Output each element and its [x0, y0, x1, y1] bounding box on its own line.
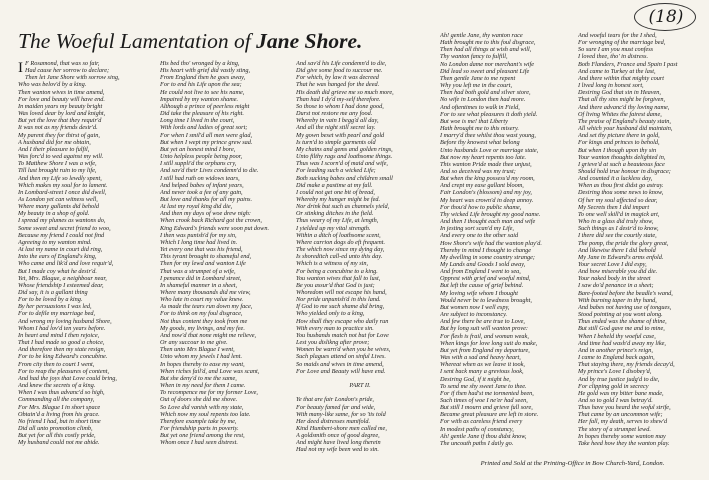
verse-line: In hopes thereby to ease my want, — [160, 360, 245, 368]
verse-line: And time had wash'd away my like, — [578, 339, 666, 347]
verse-line: My prince's Love I disobey'd, — [578, 368, 652, 376]
verse-line: When in my need for them I came. — [160, 382, 246, 390]
verse-line: But yet the love that they requir'd — [18, 117, 102, 125]
verse-line: Such times of woe I ne'er had seen, — [440, 396, 528, 404]
verse-line: Unto filthy rags and loathsome things. — [296, 153, 393, 161]
verse-line: For love and beauty will have end. — [18, 95, 105, 103]
verse-line: When crook back Richard got the crown, — [160, 217, 262, 225]
verse-line: So sure I am you must confess — [578, 46, 654, 54]
verse-line: For to be king Edward's concubine. — [18, 353, 108, 361]
verse-line: And babes not having use of tongues, — [578, 303, 672, 311]
verse-line: Is turn'd to simple garments old — [296, 138, 376, 146]
title-prefix: The Woeful Lamentation of — [18, 29, 257, 53]
verse-line: I still suppli'd the orphans cry, — [160, 160, 237, 168]
verse-line: Or stinking ditches in the field. — [296, 210, 374, 218]
verse-line: And from England I went to sea, — [440, 268, 521, 276]
verse-line: Not thus content they took from me — [160, 317, 248, 325]
verse-line: And likewise there I did behold — [578, 246, 656, 254]
verse-line: He could not live to see his name, — [160, 88, 245, 96]
text-column-3 — [296, 60, 424, 474]
verse-line: In jesting sort scan'd my Life, — [440, 225, 514, 233]
verse-line: My husband could not me abide. — [18, 439, 100, 447]
verse-line: And all the night still secret lay. — [296, 124, 376, 132]
verse-line: In modest paths of constancy, — [440, 425, 514, 433]
verse-line: And came to Turkey at the last, — [578, 67, 656, 75]
verse-line: I loved thee, tho' in distress. — [578, 53, 649, 61]
verse-line: When as thou first didst go astray. — [578, 182, 664, 190]
verse-line: The story of a strumpet lewd. — [578, 425, 651, 433]
verse-line: But yet an honest mind I bore, — [160, 145, 236, 153]
verse-line: I sent back many a grevious look, — [440, 368, 524, 376]
verse-line: For being a concubine to a king. — [296, 267, 378, 275]
verse-line: By her persuasions I was led, — [18, 303, 92, 311]
text-column-1 — [18, 60, 150, 474]
verse-line: In shameful manner in a sheet, — [160, 281, 238, 289]
verse-line: Impaired by my wanton shame. — [160, 95, 239, 103]
verse-line: Ye that are fair London's pride, — [296, 396, 374, 404]
verse-line: But by long suit will wanton prove: — [440, 325, 528, 333]
verse-line: But still God gave me and to mine, — [578, 325, 665, 333]
verse-line: Because my friend I could not find — [18, 231, 105, 239]
verse-line: So maids and wives in time amend, — [296, 360, 384, 368]
verse-line: For beauty famed far and wide, — [296, 403, 376, 411]
verse-line: From England then he goes away, — [160, 74, 246, 82]
verse-line: Take heed how they the wanton play. — [578, 439, 670, 447]
verse-line: And few there be are true to Love, — [440, 318, 525, 326]
verse-line: His bed tho' wronged by a king, — [160, 60, 240, 67]
verse-line: Unto whom my jewels I had lent. — [160, 353, 243, 361]
verse-line: But yet one friend among the rest, — [160, 432, 245, 440]
verse-line: For to defile my marriage bed, — [18, 310, 96, 318]
verse-line: Which I long time had lived in. — [160, 238, 238, 246]
drop-cap: I — [18, 60, 23, 76]
verse-line: I grieve'd at such a beauteous face — [578, 160, 665, 168]
verse-line: Then wanton wives in time amend, — [18, 88, 105, 96]
verse-line: All which your husband did maintain, — [578, 125, 673, 133]
verse-line: Are subject to inconstancy. — [440, 311, 508, 319]
verse-line: I penance did in Lombard street, — [160, 274, 242, 282]
verse-line: And wrong my loving husband Shore, — [18, 317, 112, 325]
verse-line: My parent they for thirst of gain, — [18, 131, 100, 139]
verse-line: Stood pointing at you wont along. — [578, 311, 663, 319]
verse-line: Did lead so sweet and pleasant Life — [440, 67, 530, 75]
verse-line: His heart with grief did vastly sting, — [160, 67, 251, 75]
verse-line — [296, 389, 424, 396]
verse-line: But now my heart repents too late. — [440, 153, 527, 161]
part-heading: PART II. — [349, 382, 371, 390]
verse-line: Hath brought me to this misery. — [440, 125, 519, 133]
verse-line: You wanton wives that fall to lust, — [296, 274, 381, 282]
verse-line: Where many gallants did behold — [18, 203, 100, 211]
verse-line: Unto helpless people being poor, — [160, 153, 243, 161]
verse-line: But when I though upon thy sin — [578, 146, 657, 154]
verse-line: But when the king possess'd my room, — [440, 175, 535, 183]
verse-line: Thy wanton fancy to fulfill, — [440, 53, 508, 61]
verse-line: My Lands and Goods I sold away, — [440, 261, 526, 268]
verse-line: But woe is me! that Liberty — [440, 117, 508, 125]
verse-line: Where carrion dogs do eft frequent. — [296, 238, 386, 246]
verse-line: Whom once I had seen distrest. — [160, 439, 238, 447]
verse-line: That he was hanged for the deed. — [296, 81, 380, 89]
verse-line: And there within that mighty court — [578, 74, 665, 82]
verse-line: My dwelling in some country strange; — [440, 253, 535, 261]
verse-line: For thou'd how to public shame, — [440, 203, 522, 211]
verse-line: But still I mourn and grieve full sore, — [440, 404, 533, 412]
verse-line: Whereby my hunger might be fed. — [296, 195, 381, 203]
verse-line: F Rosamond, that was so fair, — [25, 60, 100, 67]
verse-line: Or any succour to me give. — [160, 339, 228, 347]
verse-line: No wife in London then had more. — [440, 96, 526, 104]
verse-line: From city then to court I went, — [18, 360, 95, 368]
verse-line: Had cause her sorrow to declare; — [25, 67, 110, 75]
verse-line: Commanding all the company, — [18, 396, 95, 404]
verse-line: This tyrant brought to shameful end, — [160, 253, 252, 261]
verse-line: When riches fail'd, and Love was scant, — [160, 367, 260, 375]
imprint-line: Printed and Sold at the Printing-Office in Bow Church-Yard, London. — [480, 460, 665, 467]
verse-line: But yet from England my departure, — [440, 346, 530, 354]
verse-line: And by true justice judg'd to die, — [578, 375, 660, 383]
verse-line: Nor pride unpunish'd in this land. — [296, 296, 381, 304]
text-column-5 — [578, 32, 706, 472]
verse-line: That all thy sins might be forgiven, — [578, 96, 666, 104]
verse-line: Which now my soul repents too late. — [160, 410, 251, 418]
verse-line: And set thy picture there in gold, — [578, 132, 660, 140]
verse-line: Her deed distresses manifold. — [296, 417, 371, 425]
verse-line: But love and thanks for all my pains. — [160, 195, 253, 203]
verse-line: When kings for love long suit do make, — [440, 339, 538, 347]
verse-line: Opprest with grief and woeful mind, — [440, 275, 531, 283]
verse-line: This wanton Pride made thee unjust, — [440, 160, 532, 168]
verse-line — [296, 375, 424, 382]
verse-line: And therefore then my state resign, — [18, 346, 106, 354]
verse-line: Than had I dy'd my-self therefore. — [296, 95, 381, 103]
verse-line: I marry'd thee whilst thou wast young, — [440, 132, 536, 140]
verse-line: Before thy knowest what belong — [440, 139, 520, 147]
verse-line: Would never be to lewdness brought, — [440, 296, 532, 304]
verse-line: Then let Jane Shore with sorrow sing, — [25, 74, 120, 82]
verse-line: No friend I had, but in short time — [18, 417, 101, 425]
verse-line: With many-like same, for so 'tis told — [296, 410, 386, 418]
verse-line: And sav'd his Life condemn'd to die, — [296, 60, 387, 67]
verse-line: A goldsmith once of good degree, — [296, 432, 380, 440]
verse-line: With every man to practice sin. — [296, 324, 374, 332]
verse-line: My beauty in a shop of gold. — [18, 210, 90, 218]
verse-line: Whoredom will not escape his hand, — [296, 289, 387, 296]
verse-line: The uncouth paths I daily go. — [440, 439, 514, 447]
verse-line: Did give some food to succour me. — [296, 67, 383, 75]
title-subject: Jane Shore. — [256, 29, 363, 53]
verse-line: Long time I lived in the court, — [160, 117, 235, 125]
verse-line: Both Flanders, France and Spain I past — [578, 60, 678, 68]
verse-line: Who late in court my value knew. — [160, 296, 244, 304]
verse-line: But I made coy what he desir'd. — [18, 267, 97, 275]
verse-line: And had the joys that Love could bring, — [18, 374, 117, 382]
verse-line: I still had ruth on widows tears, — [160, 174, 240, 182]
verse-line: Then had all things at wish and will, — [440, 46, 532, 54]
verse-line: Did make a pastime at my fall. — [296, 181, 373, 189]
verse-line: Thus weary of my Life, at length, — [296, 217, 379, 225]
verse-line: Out of doors she did me shove. — [160, 396, 238, 404]
verse-line: Lest you dislikng after prove; — [296, 339, 370, 347]
verse-line: Was with a sad and heavy heart, — [440, 354, 521, 362]
verse-line: Then gentle Jane to me repent — [440, 74, 516, 82]
verse-line: Yet every one that was his friend, — [160, 246, 243, 254]
verse-line: Thereby in mind I thought to change — [440, 246, 532, 254]
verse-line: For Love and Beauty will have end. — [296, 367, 386, 375]
verse-line: Thus ended was the shame of thine, — [578, 318, 667, 326]
page-number: (18) — [636, 6, 696, 28]
verse-line: Such things as I desir'd to know, — [578, 225, 659, 233]
verse-line: The which now since my dying day, — [296, 246, 385, 254]
verse-line: Did all unto promotion climb, — [18, 424, 93, 432]
verse-line: Women be warn'd when you be wives, — [296, 346, 391, 354]
verse-line: But women now I well espy, — [440, 303, 510, 311]
text-column-2 — [160, 60, 290, 474]
verse-line: Yet, Mrs. Blague, a neighbour near, — [18, 274, 107, 282]
verse-line: Was loved dear by lord and knight, — [18, 110, 106, 118]
verse-line: Your secret Love I did espy, — [578, 261, 647, 268]
verse-line: Your naked body in the street — [578, 275, 651, 283]
verse-line: I spread my plumes as wantons do, — [18, 217, 106, 225]
verse-line: Till lust brought ruin to my life, — [18, 167, 97, 175]
verse-line: And counted it a luckless day, — [578, 175, 653, 183]
verse-line: If God to me such shame did bring, — [296, 303, 385, 311]
verse-line: To send me shy sweet Jane to thee. — [440, 382, 527, 390]
verse-line: For when I smil'd all men were glad, — [160, 131, 253, 139]
verse-line: Whereby in vain I begg'd all day, — [296, 117, 379, 125]
verse-line: My Secrets then I did impart — [578, 203, 650, 211]
verse-line: Desiring God that sin in Heaven, — [578, 89, 661, 97]
verse-line: Became great pleasure are left in store. — [440, 411, 539, 419]
verse-line: Why you left me in the court, — [440, 82, 513, 90]
verse-line: In Lombard-street I once did dwell, — [18, 188, 107, 196]
verse-line: Where many thousands did me view, — [160, 289, 251, 296]
verse-line: As made the tears run down my face, — [160, 303, 253, 311]
verse-line: Desiring God, if it might be, — [440, 375, 511, 383]
verse-line: Some sweet and secret friend to woo, — [18, 224, 111, 232]
verse-line: Unto husbands Love or marriage state, — [440, 146, 539, 154]
verse-line: But yet for all this costly pride, — [18, 432, 96, 440]
verse-line: And so to gold I was betray'd. — [578, 396, 653, 404]
verse-line: That I had made so good a choice, — [18, 339, 105, 347]
verse-line: Was forc'd to wed against my will. — [18, 153, 104, 161]
verse-line: And there advanc'd thy loving name, — [578, 103, 670, 111]
verse-line: Durst not restore me any food. — [296, 110, 373, 118]
verse-line: For to see what pleasures it doth yield. — [440, 110, 538, 118]
verse-line: In heart and mind I then rejoice, — [18, 331, 100, 339]
verse-line: When I beheld thy woeful case, — [578, 332, 656, 340]
verse-line: Had not my wife been wed to sin. — [296, 446, 379, 454]
verse-line: Obtain'd a living from his grace. — [18, 410, 100, 418]
verse-line: To recompence me for my former Love, — [160, 389, 258, 397]
verse-line: And might have lived long therein — [296, 439, 381, 447]
verse-line: That was a strumpet of a wife, — [160, 267, 236, 275]
verse-line: How Shore's wife had the wanton play'd. — [440, 239, 542, 247]
verse-line: Who in a glass did truly show, — [578, 218, 654, 226]
verse-line: Hath brought me to this foul disgrace, — [440, 39, 536, 47]
verse-line: Which is a witness of my sin, — [296, 260, 369, 268]
verse-line: For Mrs. Blague I in short space — [18, 403, 101, 411]
verse-line: Thus was I scorn'd of maid and wife, — [296, 160, 388, 168]
verse-line: So Love did vanish with my state, — [160, 403, 244, 411]
verse-line: So those to whom I had done good, — [296, 102, 384, 110]
verse-line: In maiden years my beauty bright — [18, 102, 103, 110]
verse-line: For if then had'st me tormented been, — [440, 389, 534, 397]
verse-line: For leading such a wicked Life; — [296, 167, 376, 175]
verse-line: For with as careless friend every — [440, 418, 523, 426]
verse-line: In hopes thereby some wanton may — [578, 432, 666, 440]
verse-line: And oftentimes to walk in Field, — [440, 103, 520, 111]
verse-line: My chains and gems and golden rings, — [296, 145, 393, 153]
verse-line: For flesh is frail, and woman weak, — [440, 332, 529, 340]
verse-line: And now'd that none might me relieve, — [160, 331, 257, 339]
verse-line: For clipping gold in secrecy — [578, 382, 649, 390]
verse-line: Such plagues attend on sinful Lives. — [296, 353, 386, 361]
verse-line: No London dame nor merchant's wife — [440, 60, 534, 68]
verse-line: How shall they escape who daily run — [296, 317, 389, 325]
text-column-4 — [440, 32, 568, 472]
verse-line: With lords and ladies of great sort; — [160, 124, 248, 132]
page-title — [18, 28, 418, 54]
verse-line: I lived long in honest sort, — [578, 82, 644, 90]
verse-line: Did say, it is a gallant thing — [18, 289, 88, 296]
verse-line: To one well skill'd in magick art, — [578, 210, 660, 218]
verse-line: And then my days of woe drew nigh: — [160, 210, 251, 218]
verse-line: My Jane in Edward's arms enfold. — [578, 253, 664, 261]
verse-line: Ah! gentle Jane if thou didst know, — [440, 432, 527, 440]
verse-line: And I their pleasure to fulfil, — [18, 145, 90, 153]
verse-line: That staying there, my friends decay'd, — [578, 361, 675, 369]
verse-line: I then was punish'd for my sin, — [160, 231, 237, 239]
verse-line: Then unto Mrs Blague I went, — [160, 346, 235, 354]
verse-line: For to reap the pleasures of content, — [18, 367, 110, 375]
verse-line: Thy wicked Life brought my good name. — [440, 210, 541, 218]
verse-line: And in another prince's reign, — [578, 346, 653, 354]
verse-line: It was not as my friends desir'd. — [18, 124, 98, 132]
verse-line: To Matthew Shore I was a wife, — [18, 160, 97, 168]
verse-line: Who yielded only to a king, — [296, 310, 365, 318]
verse-line: Did take the pleasure of his right. — [160, 110, 244, 118]
verse-line: My goods, my livings, and my fee. — [160, 324, 245, 332]
verse-line: The pomp, the pride the glory great, — [578, 239, 669, 247]
verse-line: And so deceived was my trust; — [440, 167, 516, 175]
verse-line: Nor drink but such as channels yield, — [296, 203, 390, 211]
verse-line: King Edward's friends were soon put down. — [160, 224, 270, 232]
verse-line: He gold was my bitter bane made, — [578, 389, 664, 397]
verse-line: Within a ditch of loathsome scent, — [296, 231, 381, 239]
verse-line: But when I wept my prince grew sad. — [160, 138, 253, 146]
verse-line: Be you assur'd that God is just; — [296, 281, 375, 289]
verse-line: Who was belov'd by a king. — [18, 81, 87, 89]
verse-line: I came to England back again, — [578, 354, 655, 362]
verse-line: Who came and lik'd and love requir'd, — [18, 260, 114, 268]
verse-line: At last my royal king did die, — [160, 203, 233, 211]
verse-line: At last my name in court did ring, — [18, 246, 103, 254]
verse-line: My gown beset with pearl and gold — [296, 131, 385, 139]
verse-line: And crept my ease gallant bloom, — [440, 182, 524, 190]
verse-line: Bare-footed before the beadle's wand, — [578, 289, 673, 297]
verse-line: Then for my lewd and wanton Life — [160, 260, 246, 268]
verse-line: And knew the secrets of a king. — [18, 382, 96, 390]
verse-line: And every one to the other said — [440, 232, 519, 240]
verse-line: For which, by law it was decreed — [296, 74, 379, 82]
verse-line: My loving wife whom I thought — [440, 289, 518, 297]
verse-line: I there did see the courtly state, — [578, 232, 657, 240]
verse-line: As London yet can witness well, — [18, 195, 98, 203]
verse-line: For to be loved by a king. — [18, 296, 83, 304]
verse-line: His death did grieve me so much more, — [296, 88, 394, 96]
verse-line: Your wanton thoughts delighted in, — [578, 153, 666, 161]
verse-line: And how miserable you did die. — [578, 268, 658, 276]
verse-line: A husband did for me obtain, — [18, 138, 91, 146]
verse-line: Of her my soul affected so dear, — [578, 196, 658, 204]
verse-line: Whom I had lov'd ten years before. — [18, 324, 106, 332]
verse-line: Of living Whites the fairest dame, — [578, 110, 662, 118]
verse-line: And helped babes of infant years, — [160, 181, 244, 189]
verse-line: Whereat when as we leave it took, — [440, 361, 525, 369]
verse-line: Both sucking babes and children small — [296, 174, 393, 182]
verse-line: But left the cause of grief behind. — [440, 282, 524, 290]
verse-line: Her fall, my death, serves to shew'd — [578, 418, 668, 426]
verse-line: Whose friendship I esteemed dear, — [18, 281, 104, 289]
verse-line: I yielded up my vital strength. — [296, 224, 371, 232]
verse-line: That came by an uncommon wife; — [578, 411, 663, 419]
verse-line: Desiring thou some news to know, — [578, 189, 664, 197]
verse-line: Fair London's (blossom) and my joy, — [440, 189, 532, 197]
verse-line: And sav'd their Lives condemn'd to die. — [160, 167, 259, 175]
verse-line: Although a prince of peerless might — [160, 102, 250, 110]
verse-line: Thus have you heard the woful strife, — [578, 404, 671, 412]
verse-line: And woeful tears for the I shed, — [578, 32, 657, 39]
verse-line: Therefore example take by me, — [160, 417, 237, 425]
verse-line: I saw do'd penance in a sheet; — [578, 282, 654, 290]
verse-line: Then had both gold and silver store, — [440, 89, 531, 97]
verse-line: My heart was crown'd in deep annoy. — [440, 196, 534, 204]
verse-line: For friendship parts in poverty. — [160, 424, 239, 432]
verse-line: For to end his Life upon the sea; — [160, 81, 242, 89]
verse-line: The praise of England's beauty stain, — [578, 117, 671, 125]
verse-line: For kings and princes to behold, — [578, 139, 660, 147]
verse-line: Should hold true honour in disgrace; — [578, 167, 671, 175]
verse-line: I could not get one bit of bread, — [296, 188, 375, 196]
verse-line: And then my Life so lewdly spent, — [18, 174, 102, 182]
verse-line: Ah! gentle Jane, thy wanton race — [440, 32, 523, 39]
verse-line: For to think on my foul disgrace, — [160, 310, 243, 318]
verse-line: Is shoreditch call-ed unto this day. — [296, 253, 383, 261]
verse-line: For wronging of the marriage bed, — [578, 39, 666, 47]
verse-line: With burning taper in thy hand, — [578, 296, 657, 304]
verse-line: Which makes my soul for to lament. — [18, 181, 108, 189]
verse-line: And then I thought each man and wife — [440, 218, 536, 226]
verse-line: But she deny'd to me the same, — [160, 374, 237, 382]
verse-line: Agreeing to my wanton mind. — [18, 238, 92, 246]
verse-line: Into the ears of England's king, — [18, 253, 97, 261]
verse-line: And never took a fee of any gain, — [160, 188, 243, 196]
verse-line: Kind Humbert-shore men called me, — [296, 424, 387, 432]
verse-line: You husbands match not but for Love — [296, 331, 389, 339]
verse-line: When I was thus advanc'd so high, — [18, 389, 105, 397]
